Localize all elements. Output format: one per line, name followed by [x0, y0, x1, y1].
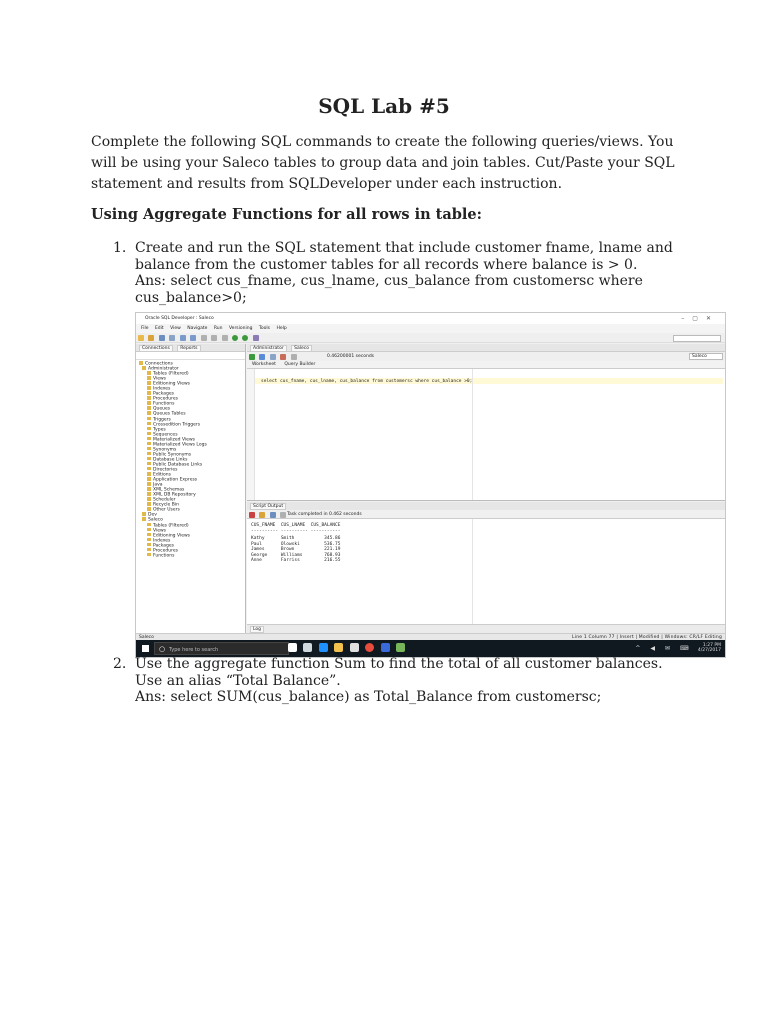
tree-item[interactable]: Queues [139, 406, 245, 411]
copy-icon[interactable] [211, 335, 217, 341]
tree-item[interactable]: Sequences [139, 432, 245, 437]
commit-icon[interactable] [270, 354, 276, 360]
tree-item[interactable]: Tables (Filtered) [139, 523, 245, 528]
file-explorer-icon[interactable] [334, 643, 343, 652]
tree-item[interactable]: Functions [139, 401, 245, 406]
list-number: 2. [113, 656, 127, 672]
tab-administrator[interactable]: Administrator [250, 345, 287, 352]
pin-icon[interactable] [249, 512, 255, 518]
mail-icon[interactable] [381, 643, 390, 652]
editor-tabs [247, 344, 725, 352]
tree-item[interactable]: Recycle Bin [139, 502, 245, 507]
page-title: SQL Lab #5 [318, 94, 450, 118]
sql-developer-icon[interactable] [396, 643, 405, 652]
table-row: James Brown 221.19 [251, 547, 341, 553]
tree-item[interactable]: Materialized Views Logs [139, 442, 245, 447]
list-item-2 [113, 656, 693, 706]
table-row: Paul Olowski 536.75 [251, 541, 341, 547]
tree-item[interactable]: Synonyms [139, 447, 245, 452]
tree-item[interactable]: Public Synonyms [139, 452, 245, 457]
tree-item[interactable]: Crossedition Triggers [139, 422, 245, 427]
search-input[interactable] [673, 335, 721, 342]
table-row: George Williams 768.93 [251, 552, 341, 558]
search-placeholder: Type here to search [169, 647, 219, 653]
search-icon: ○ [159, 645, 166, 653]
save-output-icon[interactable] [270, 512, 276, 518]
tree-item[interactable]: Tables (Filtered) [139, 371, 245, 376]
tree-item[interactable]: Types [139, 427, 245, 432]
tree-item[interactable]: Procedures [139, 396, 245, 401]
tree-item[interactable]: Connections [139, 361, 245, 366]
list-number: 1. [113, 240, 127, 256]
db-icon[interactable] [253, 335, 259, 341]
menu-item[interactable]: Versioning [228, 326, 253, 331]
execution-time: 0.46200001 seconds [327, 354, 375, 359]
script-output [247, 519, 725, 624]
run-icon[interactable] [249, 354, 255, 360]
task-view-icon[interactable] [303, 643, 312, 652]
tree-item[interactable]: Indexes [139, 386, 245, 391]
connections-toolbar [136, 352, 245, 360]
paste-icon[interactable] [222, 335, 228, 341]
sql-statement: select cus_fname, cus_lname, cus_balance from customersc where cus_balance >0; [261, 379, 473, 384]
tree-item[interactable]: Procedures [139, 548, 245, 553]
taskbar-search-input[interactable] [154, 642, 289, 655]
list-item-1 [113, 240, 693, 306]
status-left: Saleco [139, 635, 154, 640]
tree-item[interactable]: Triggers [139, 417, 245, 422]
tree-item[interactable]: Views [139, 528, 245, 533]
tree-item[interactable]: Packages [139, 543, 245, 548]
save-icon[interactable] [159, 335, 165, 341]
table-row: Kathy Smith 345.86 [251, 536, 341, 541]
menu-bar [136, 324, 725, 333]
tree-item[interactable]: Views [139, 376, 245, 381]
rollback-icon[interactable] [280, 354, 286, 360]
new-file-icon[interactable] [138, 335, 144, 341]
tab-query-builder[interactable]: Query Builder [284, 362, 316, 367]
output-tabs [247, 502, 725, 510]
redo-icon[interactable] [190, 335, 196, 341]
tree-item[interactable]: Directories [139, 467, 245, 472]
menu-item[interactable]: File [141, 326, 149, 331]
connection-tree [136, 360, 245, 558]
main-toolbar [136, 333, 725, 343]
answer-text: Ans: select SUM(cus_balance) as Total_Balance from customersc; [135, 689, 602, 705]
window-title: Oracle SQL Developer : Saleco [145, 316, 214, 321]
tab-worksheet[interactable]: Worksheet [252, 362, 276, 367]
status-bar [136, 633, 725, 640]
explain-icon[interactable] [291, 354, 297, 360]
tree-item[interactable]: Dev [139, 512, 245, 517]
tray-icons[interactable]: ^ ◀ ✉ ⌨ [635, 644, 693, 652]
section-heading: Using Aggregate Functions for all rows in table: [91, 206, 483, 223]
menu-item[interactable]: Navigate [187, 326, 208, 331]
tree-item[interactable]: Scheduler [139, 497, 245, 502]
clock[interactable]: 1:27 PM 4/27/2017 [697, 643, 721, 653]
instruction-text: Use the aggregate function Sum to find the total of all customer balances. Use an alias “Total Balance”. [135, 656, 663, 689]
menu-item[interactable]: Run [213, 326, 223, 331]
microphone-icon[interactable] [288, 643, 297, 652]
tree-item[interactable]: Application Express [139, 477, 245, 482]
window-controls-icon[interactable]: –▢✕ [681, 315, 719, 322]
window-titlebar [136, 313, 725, 324]
tree-item[interactable]: Database Links [139, 457, 245, 462]
connections-pane [136, 344, 246, 633]
instruction-text: Create and run the SQL statement that include customer fname, lname and balance from the customer tables for all records where balance is > 0. [135, 240, 673, 273]
sql-developer-screenshot [135, 312, 726, 658]
cut-icon[interactable] [201, 335, 207, 341]
menu-item[interactable]: Edit [154, 326, 164, 331]
tree-item[interactable]: Public Database Links [139, 462, 245, 467]
output-header: CUS_FNAME CUS_LNAME CUS_BALANCE [251, 523, 341, 528]
run-script-icon[interactable] [259, 354, 265, 360]
menu-item[interactable]: Tools [258, 326, 270, 331]
output-separator: ---------- ---------- ----------- [251, 529, 341, 534]
edge-icon[interactable] [319, 643, 328, 652]
tree-item[interactable]: Functions [139, 553, 245, 558]
tab-reports[interactable]: Reports [177, 345, 200, 352]
windows-taskbar [136, 640, 725, 657]
back-icon[interactable] [232, 335, 238, 341]
tree-item[interactable]: XML DB Repository [139, 492, 245, 497]
intro-paragraph: Complete the following SQL commands to create the following queries/views. You will be using your Saleco tables to group data and join tables. Cut/Paste your SQL statement and results from SQLDeveloper under each instruction. [91, 134, 675, 192]
tree-item[interactable]: Editions [139, 472, 245, 477]
tree-item[interactable]: Queues Tables [139, 411, 245, 416]
open-folder-icon[interactable] [148, 335, 154, 341]
print-icon[interactable] [280, 512, 286, 518]
output-toolbar [247, 510, 725, 519]
tab-connections[interactable]: Connections [139, 345, 173, 352]
tree-item[interactable]: Editioning Views [139, 533, 245, 538]
table-row: Anne Farriss 216.55 [251, 558, 341, 564]
connection-select[interactable]: Saleco [689, 353, 723, 360]
tab-log[interactable]: Log [250, 626, 264, 633]
tree-item[interactable]: Packages [139, 391, 245, 396]
answer-text: Ans: select cus_fname, cus_lname, cus_balance from customersc where cus_balance>0; [135, 273, 643, 306]
sql-editor[interactable] [247, 369, 725, 501]
worksheet-tabs [247, 361, 725, 369]
tree-item[interactable]: Java [139, 482, 245, 487]
tab-saleco[interactable]: Saleco [291, 345, 312, 352]
store-icon[interactable] [350, 643, 359, 652]
task-status: Task completed in 0.462 seconds [287, 512, 362, 517]
tree-item[interactable]: Other Users [139, 507, 245, 512]
tab-script-output[interactable]: Script Output [250, 503, 286, 510]
tree-item[interactable]: XML Schemas [139, 487, 245, 492]
tree-item[interactable]: Editioning Views [139, 381, 245, 386]
tree-item[interactable]: Administrator [139, 366, 245, 371]
undo-icon[interactable] [180, 335, 186, 341]
tree-item[interactable]: Materialized Views [139, 437, 245, 442]
menu-item[interactable]: View [170, 326, 181, 331]
status-right: Line 1 Column 77 | Insert | Modified | Windows: CR/LF Editing [572, 635, 722, 640]
log-panel [247, 624, 725, 633]
forward-icon[interactable] [242, 335, 248, 341]
worksheet-toolbar [247, 352, 725, 361]
windows-start-icon[interactable] [142, 645, 149, 652]
eraser-icon[interactable] [259, 512, 265, 518]
save-all-icon[interactable] [169, 335, 175, 341]
system-tray [635, 643, 721, 653]
tree-item[interactable]: Saleco [139, 517, 245, 522]
tree-item[interactable]: Indexes [139, 538, 245, 543]
chrome-icon[interactable] [365, 643, 374, 652]
menu-item[interactable]: Help [276, 326, 287, 331]
